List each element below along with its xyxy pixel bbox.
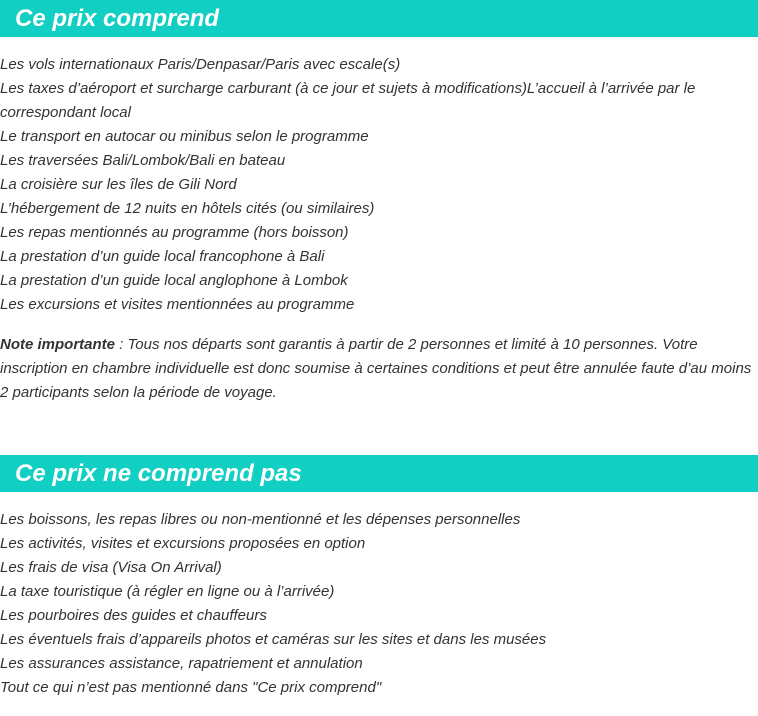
list-item: Les assurances assistance, rapatriement et annulation <box>0 655 363 672</box>
note-label: Note importante <box>0 336 116 353</box>
list-item: Les éventuels frais d’appareils photos et caméras sur les sites et dans les musées <box>0 631 547 648</box>
excluded-section-title: Ce prix ne comprend pas <box>0 455 758 492</box>
list-item: La prestation d’un guide local anglophone à Lombok <box>0 272 348 289</box>
list-item: La taxe touristique (à régler en ligne ou à l’arrivée) <box>0 583 335 600</box>
list-item: Les repas mentionnés au programme (hors boisson) <box>0 224 349 241</box>
list-item: Les boissons, les repas libres ou non-mentionné et les dépenses personnelles <box>0 511 521 528</box>
list-item: Les vols internationaux Paris/Denpasar/Paris avec escale(s) <box>0 56 401 73</box>
note-text: : Tous nos départs sont garantis à partir de 2 personnes et limité à 10 personnes. Votre inscription en chambre individuelle est donc soumise à certaines conditions et peut être annulée faute d’au moins 2 participants selon la période de voyage. <box>0 336 752 401</box>
list-item: Les taxes d’aéroport et surcharge carburant (à ce jour et sujets à modifications)L’accueil à l’arrivée par le correspondant local <box>0 80 696 121</box>
list-item: Les pourboires des guides et chauffeurs <box>0 607 267 624</box>
included-section-title: Ce prix comprend <box>0 0 758 37</box>
included-list <box>0 53 758 317</box>
excluded-list <box>0 508 758 700</box>
list-item: Les traversées Bali/Lombok/Bali en bateau <box>0 152 286 169</box>
list-item: Les frais de visa (Visa On Arrival) <box>0 559 222 576</box>
list-item: Le transport en autocar ou minibus selon le programme <box>0 128 369 145</box>
list-item: Les activités, visites et excursions proposées en option <box>0 535 366 552</box>
list-item: Les excursions et visites mentionnées au programme <box>0 296 355 313</box>
list-item: L’hébergement de 12 nuits en hôtels cités (ou similaires) <box>0 200 375 217</box>
important-note <box>0 333 752 405</box>
list-item: La croisière sur les îles de Gili Nord <box>0 176 237 193</box>
list-item: La prestation d’un guide local francophone à Bali <box>0 248 325 265</box>
list-item: Tout ce qui n’est pas mentionné dans "Ce prix comprend" <box>0 679 382 696</box>
